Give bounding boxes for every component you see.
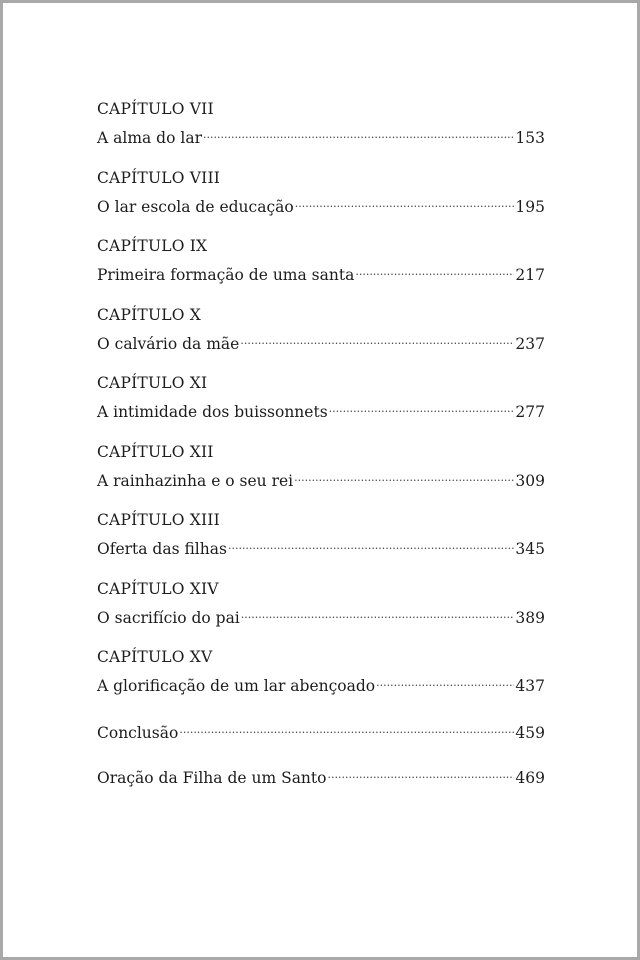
dot-leader <box>203 121 514 143</box>
table-of-contents <box>97 99 545 806</box>
toc-entry-chapter-9 <box>97 236 545 305</box>
dot-leader <box>355 258 514 280</box>
page-number: 389 <box>515 608 545 627</box>
chapter-heading: CAPÍTULO X <box>97 305 201 324</box>
dot-leader <box>228 532 514 554</box>
page-number: 195 <box>515 197 545 216</box>
chapter-line <box>97 190 545 216</box>
chapter-title: O lar escola de educação <box>97 197 294 216</box>
extra-title: Conclusão <box>97 723 179 742</box>
chapter-heading: CAPÍTULO VII <box>97 100 214 118</box>
chapter-heading: CAPÍTULO XI <box>97 374 208 392</box>
dot-leader <box>240 327 514 349</box>
toc-entry-conclusion <box>97 716 545 761</box>
toc-entry-chapter-7 <box>97 99 545 168</box>
page-number: 345 <box>515 540 545 558</box>
dot-leader <box>241 601 515 623</box>
chapter-line <box>97 669 545 695</box>
toc-entry-chapter-15 <box>97 647 545 716</box>
toc-entry-chapter-10 <box>97 305 545 374</box>
page-number: 437 <box>515 677 545 695</box>
extra-line <box>97 761 545 787</box>
dot-leader <box>329 395 515 417</box>
page-number: 459 <box>515 723 545 742</box>
chapter-title: O sacrifício do pai <box>97 608 240 627</box>
page-number: 217 <box>515 266 545 284</box>
toc-entry-prayer <box>97 761 545 806</box>
chapter-heading: CAPÍTULO XII <box>97 442 214 461</box>
chapter-heading: CAPÍTULO IX <box>97 237 208 255</box>
dot-leader <box>179 716 514 738</box>
chapter-title: Primeira formação de uma santa <box>97 266 355 284</box>
toc-entry-chapter-14 <box>97 579 545 648</box>
extra-line <box>97 716 545 742</box>
chapter-title: A intimidade dos buissonnets <box>97 403 328 421</box>
dot-leader <box>295 190 515 212</box>
chapter-line <box>97 532 545 558</box>
chapter-heading: CAPÍTULO VIII <box>97 168 221 187</box>
chapter-title: A alma do lar <box>97 129 202 147</box>
chapter-title: O calvário da mãe <box>97 334 240 353</box>
chapter-line <box>97 121 545 147</box>
chapter-heading: CAPÍTULO XIII <box>97 511 220 529</box>
page-number: 277 <box>515 403 545 421</box>
chapter-line <box>97 258 545 284</box>
chapter-title: A rainhazinha e o seu rei <box>97 471 294 490</box>
chapter-line <box>97 327 545 353</box>
chapter-line <box>97 601 545 627</box>
page-number: 309 <box>515 471 545 490</box>
extra-title: Oração da Filha de um Santo <box>97 768 327 787</box>
toc-entry-chapter-11 <box>97 373 545 442</box>
page-number: 153 <box>515 129 545 147</box>
chapter-line <box>97 464 545 490</box>
chapter-line <box>97 395 545 421</box>
chapter-title: Oferta das filhas <box>97 540 227 558</box>
toc-entry-chapter-8 <box>97 168 545 237</box>
page-number: 237 <box>515 334 545 353</box>
dot-leader <box>327 761 514 783</box>
toc-entry-chapter-13 <box>97 510 545 579</box>
chapter-heading: CAPÍTULO XV <box>97 648 213 666</box>
chapter-heading: CAPÍTULO XIV <box>97 579 219 598</box>
page-number: 469 <box>515 768 545 787</box>
dot-leader <box>376 669 514 691</box>
chapter-title: A glorificação de um lar abençoado <box>97 677 376 695</box>
dot-leader <box>294 464 514 486</box>
toc-entry-chapter-12 <box>97 442 545 511</box>
